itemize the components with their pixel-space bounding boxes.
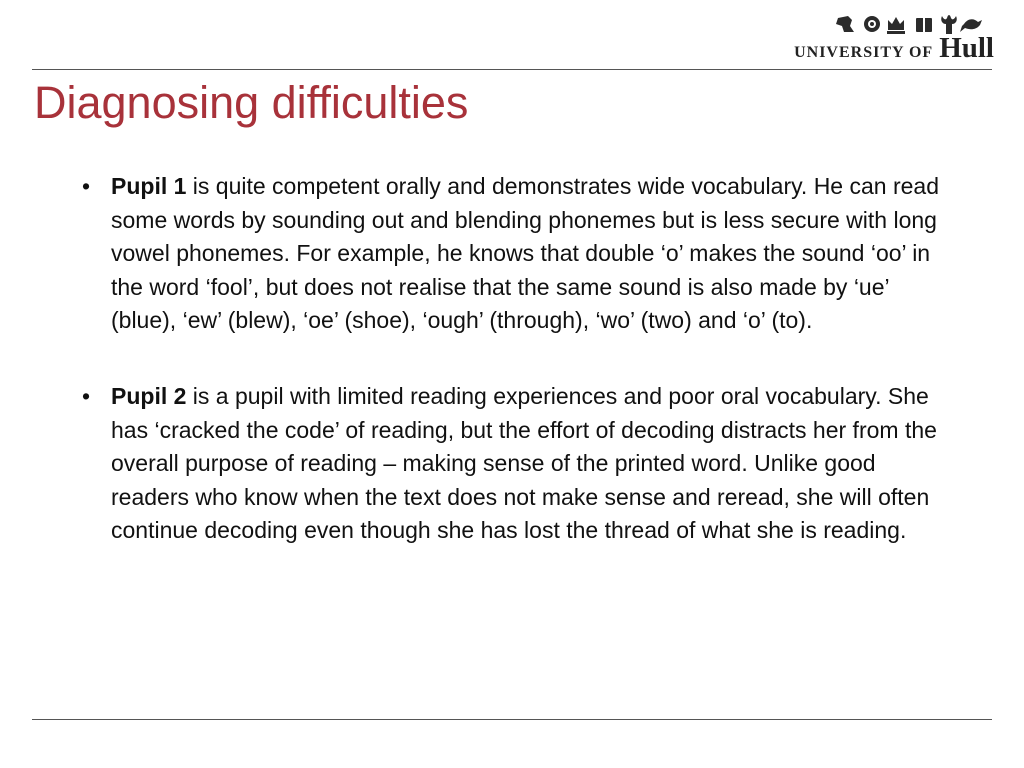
logo-big-text: Hull bbox=[939, 32, 994, 64]
bullet-list bbox=[82, 170, 942, 590]
bullet-marker: • bbox=[82, 382, 91, 409]
top-divider bbox=[32, 69, 992, 70]
bullet-item-pupil-1 bbox=[82, 170, 942, 338]
bullet-text: is a pupil with limited reading experiences and poor oral vocabulary. She has ‘cracked the code’ of reading, but the effort of decoding distracts her from the overall purpose of reading – making sense of the printed word. Unlike good readers who know when the text does not make sense and reread, she will often continue decoding even though she has lost the thread of what she is reading. bbox=[111, 382, 937, 544]
university-wordmark bbox=[794, 32, 994, 65]
university-logo bbox=[794, 12, 994, 64]
pupil-name: Pupil 2 bbox=[111, 382, 187, 409]
slide-title: Diagnosing difficulties bbox=[34, 77, 469, 128]
bullet-text: is quite competent orally and demonstrates wide vocabulary. He can read some words by sounding out and blending phonemes but is less secure with long vowel phonemes. For example, he knows that double ‘o’ makes the sound ‘oo’ in the word ‘fool’, but does not realise that the same sound is also made by ‘ue’ (blue), ‘ew’ (blew), ‘oe’ (shoe), ‘ough’ (through), ‘wo’ (two) and ‘o’ (to). bbox=[111, 173, 939, 334]
bottom-divider bbox=[32, 719, 992, 720]
bullet-marker: • bbox=[82, 173, 91, 199]
pupil-name: Pupil 1 bbox=[111, 173, 187, 199]
bullet-item-pupil-2 bbox=[82, 380, 942, 548]
logo-small-text: UNIVERSITY OF bbox=[794, 44, 934, 61]
